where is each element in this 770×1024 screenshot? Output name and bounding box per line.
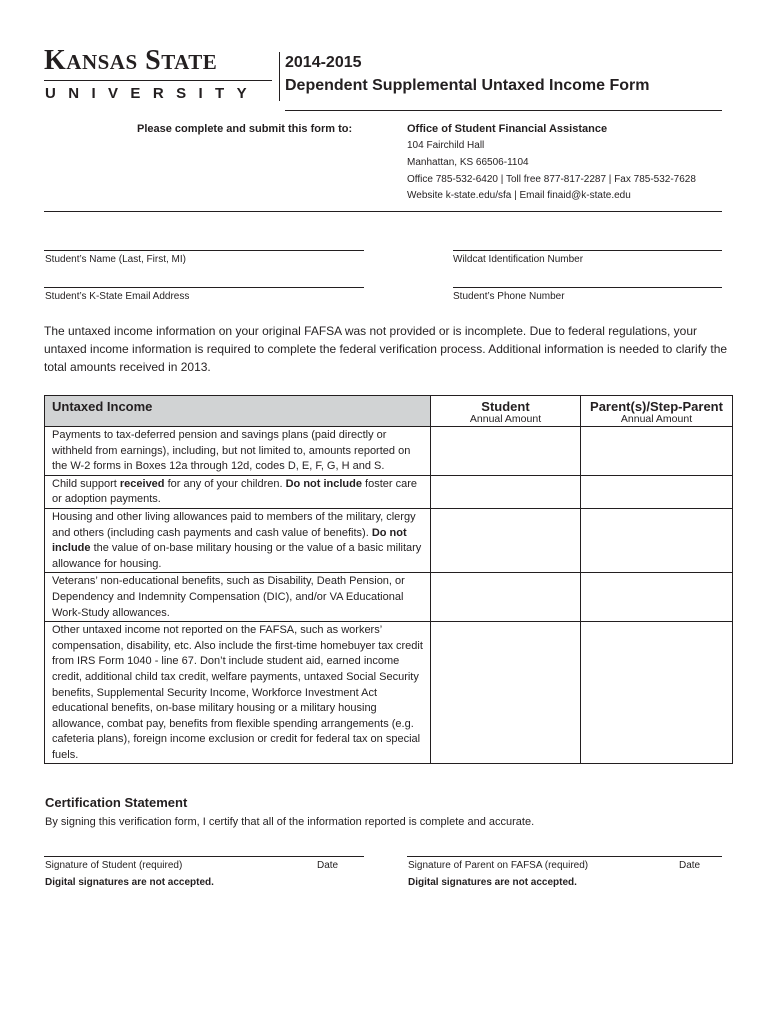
logo-letter: S [145,45,162,76]
row-text-bold: received [119,477,165,490]
header-rule [285,110,722,111]
parent-digital-note: Digital signatures are not accepted. [408,877,577,888]
untaxed-income-table-wrap [44,395,733,764]
logo-letters: ANSAS [66,50,138,74]
student-signature-field[interactable] [44,856,364,857]
parent-signature-field[interactable] [407,856,722,857]
logo-letter: K [44,45,67,76]
certification-title: Certification Statement [45,795,188,810]
phone-field[interactable] [453,287,722,288]
student-date-label: Date [317,860,339,871]
logo-letters: TATE [161,50,218,74]
office-address1: 104 Fairchild Hall [407,140,485,151]
table-row [45,622,733,764]
certification-text: By signing this verification form, I certify that all of the information reported is complete and accurate. [45,816,535,828]
office-address2: Manhattan, KS 66506-1104 [407,157,529,168]
student-name-field[interactable] [44,250,364,251]
student-amount-cell[interactable] [431,475,581,508]
table-row [45,508,733,572]
table-row [45,475,733,508]
student-name-label: Student’s Name (Last, First, MI) [45,254,186,265]
row-label-housing [45,508,431,572]
header-divider [279,52,280,101]
table-row [45,427,733,476]
row-label-child-support [45,475,431,508]
table-header-row [45,396,733,415]
parent-amount-cell[interactable] [581,475,733,508]
untaxed-income-header: Untaxed Income [45,396,431,427]
email-label: Student’s K-State Email Address [45,291,190,302]
row-text-bold: Do not include [285,477,362,490]
row-label-other-untaxed: Other untaxed income not reported on the FAFSA, such as workers’ compensation, disability, etc. Also include the first-time homebuyer tax credit from IRS Form 1040 - line 67. Don’t include student aid, earned income credit, additional child tax credit, welfare payments, untaxed Social Security benefits, Supplemental Security Income, Workforce Investment Act educational benefits, on-base military housing or a military housing allowance, combat pay, benefits from flexible spending arrangements (e.g. cafeteria plans), foreign income exclusion or credit for federal tax on special fuels. [45,622,431,764]
row-text-bold: Do not include [52,526,407,555]
form-year: 2014-2015 [285,54,362,71]
row-label-pension: Payments to tax-deferred pension and savings plans (paid directly or withheld from earnings), including, but not limited to, amounts reported on the W-2 forms in Boxes 12a through 12d, codes D, E, F, G, H and S. [45,427,431,476]
office-name: Office of Student Financial Assistance [407,123,608,135]
parent-signature-label: Signature of Parent on FAFSA (required) [408,860,589,871]
parent-annual-amount-label: Annual Amount [581,414,733,427]
logo-university: UNIVERSITY [45,85,260,102]
parent-amount-cell[interactable] [581,508,733,572]
row-text: for any of your children. [164,477,286,490]
wildcat-id-label: Wildcat Identification Number [453,254,584,265]
student-amount-cell[interactable] [431,573,581,622]
office-web: Website k-state.edu/sfa | Email finaid@k-state.edu [407,190,631,201]
student-annual-amount-label: Annual Amount [431,414,581,427]
student-amount-cell[interactable] [431,622,581,764]
wildcat-id-field[interactable] [453,250,722,251]
student-amount-cell[interactable] [431,427,581,476]
parent-amount-cell[interactable] [581,573,733,622]
phone-label: Student’s Phone Number [453,291,565,302]
row-text: the value of on-base military housing or the value of a basic military allowance for housing. [52,542,422,570]
logo-rule [44,80,272,81]
parent-amount-cell[interactable] [581,427,733,476]
row-text: Child support [52,477,120,490]
submit-prompt: Please complete and submit this form to: [137,123,353,135]
parent-date-label: Date [679,860,701,871]
table-row [45,573,733,622]
row-text: Housing and other living allowances paid to members of the military, clergy and others (including cash payments and cash value of benefits). [52,510,416,539]
office-phones: Office 785-532-6420 | Toll free 877-817-2287 | Fax 785-532-7628 [407,174,696,185]
student-signature-label: Signature of Student (required) [45,860,183,871]
student-column-header: Student [431,396,581,415]
email-field[interactable] [44,287,364,288]
section-rule [44,211,722,212]
ksu-logo-wordmark [44,47,217,75]
row-text: foster care or adoption payments. [52,477,418,506]
parent-amount-cell[interactable] [581,622,733,764]
row-label-veterans: Veterans’ non-educational benefits, such as Disability, Death Pension, or Dependency and Indemnity Compensation (DIC), and/or VA Educational Work-Study allowances. [45,573,431,622]
form-title: Dependent Supplemental Untaxed Income Form [285,77,650,94]
untaxed-income-table [44,395,733,764]
parent-column-header: Parent(s)/Step-Parent [581,396,733,415]
student-digital-note: Digital signatures are not accepted. [45,877,214,888]
intro-paragraph: The untaxed income information on your original FAFSA was not provided or is incomplete. Due to federal regulations, your untaxed income information is required to complete the federal verification process. Additional information is needed to clarify the total amounts received in 2013. [44,324,728,374]
student-amount-cell[interactable] [431,508,581,572]
